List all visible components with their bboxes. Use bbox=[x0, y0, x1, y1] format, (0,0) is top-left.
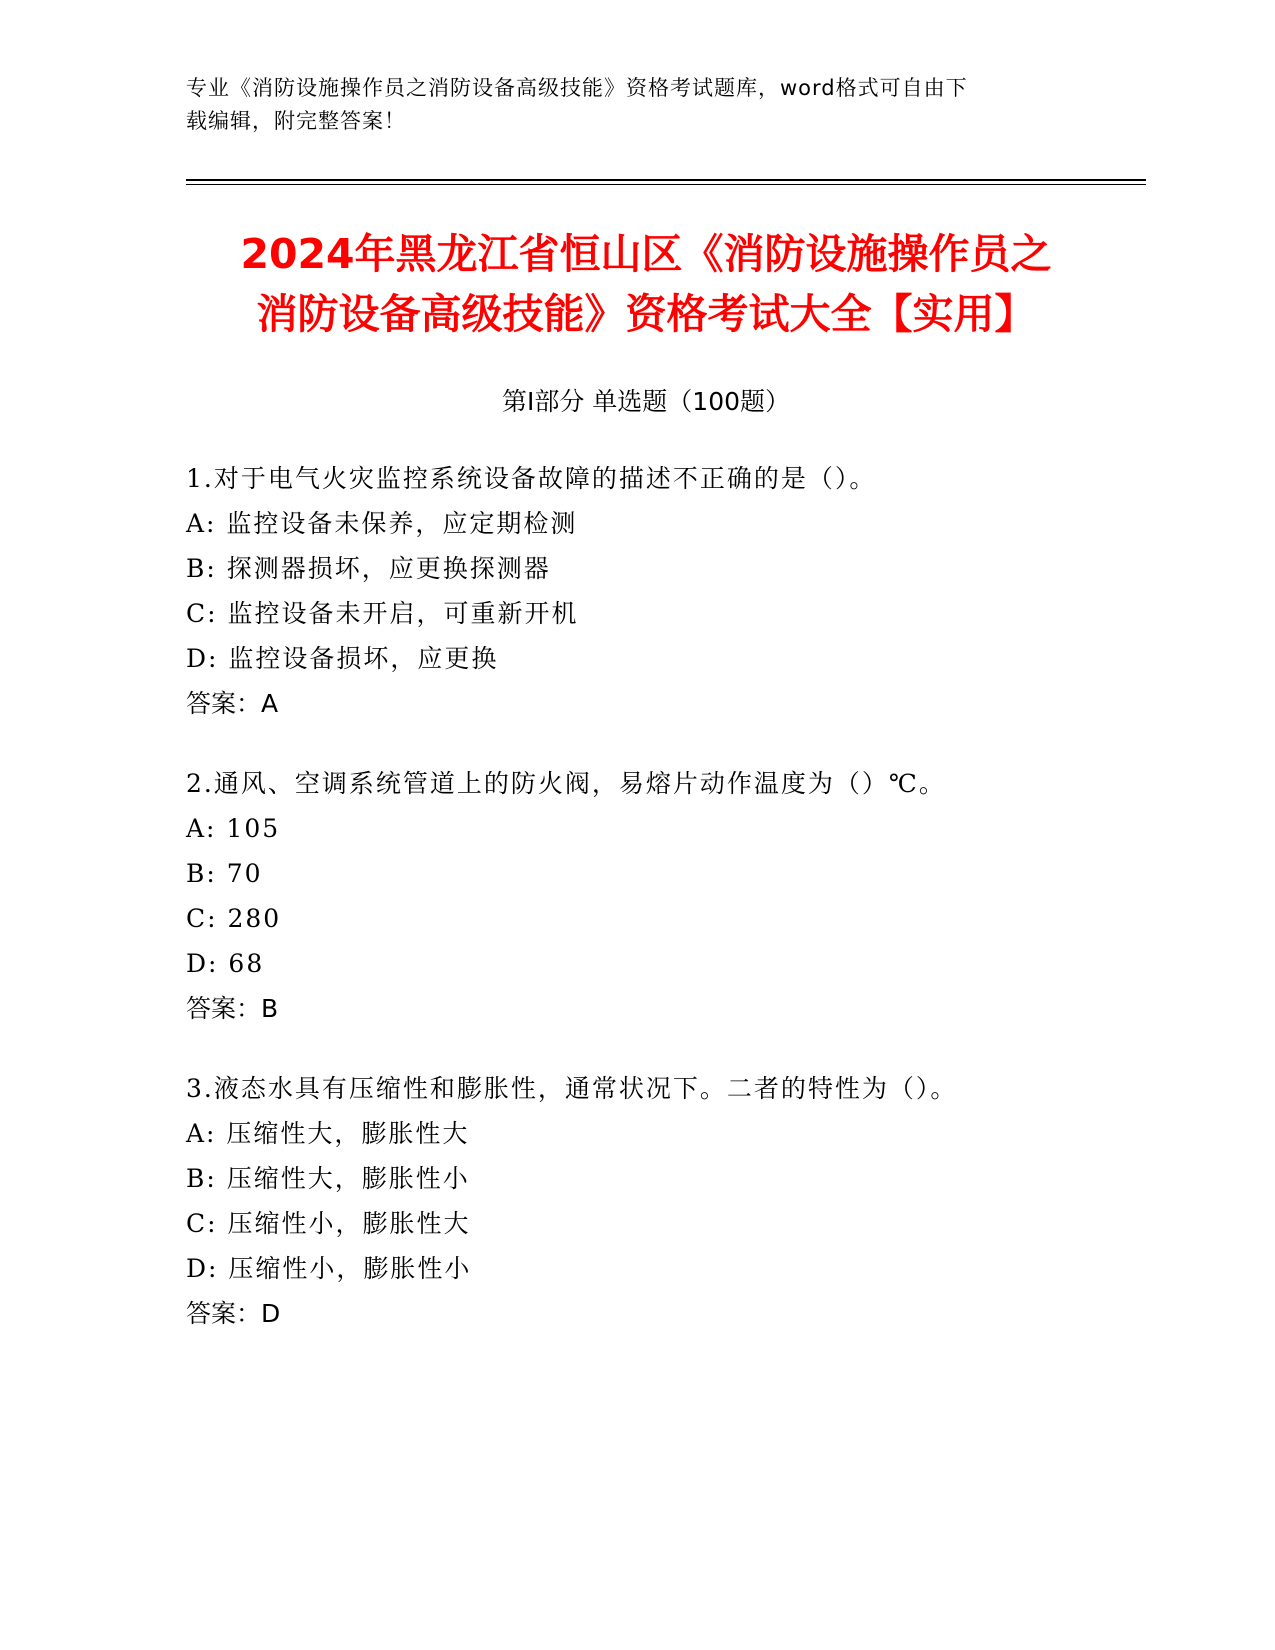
option-a: A: 监控设备未保养，应定期检测 bbox=[186, 509, 578, 538]
option-c: C: 280 bbox=[186, 904, 282, 933]
answer: 答案：D bbox=[186, 1299, 281, 1328]
option-b: B: 探测器损坏，应更换探测器 bbox=[186, 554, 551, 583]
option-a: A: 105 bbox=[186, 814, 281, 843]
answer: 答案：A bbox=[186, 689, 279, 718]
option-c: C: 压缩性小，膨胀性大 bbox=[186, 1209, 471, 1238]
question-stem: 2.通风、空调系统管道上的防火阀，易熔片动作温度为（）℃。 bbox=[186, 769, 946, 798]
header-divider-thick bbox=[186, 179, 1146, 181]
option-c: C: 监控设备未开启，可重新开机 bbox=[186, 599, 579, 628]
section-title: 第Ⅰ部分 单选题（100题） bbox=[501, 387, 791, 416]
question-stem: 1.对于电气火灾监控系统设备故障的描述不正确的是（）。 bbox=[186, 464, 877, 493]
option-b: B: 70 bbox=[186, 859, 263, 888]
header-note-line-2: 载编辑，附完整答案！ bbox=[186, 109, 406, 133]
document-title bbox=[186, 224, 1106, 344]
option-d: D: 监控设备损坏，应更换 bbox=[186, 644, 499, 673]
document-title-line-1: 2024年黑龙江省恒山区《消防设施操作员之 bbox=[240, 230, 1052, 278]
answer: 答案：B bbox=[186, 994, 279, 1023]
question-stem: 3.液态水具有压缩性和膨胀性，通常状况下。二者的特性为（）。 bbox=[186, 1074, 958, 1103]
header-note-line-1: 专业《消防设施操作员之消防设备高级技能》资格考试题库，word格式可自由下 bbox=[186, 76, 968, 100]
document-title-line-2: 消防设备高级技能》资格考试大全【实用】 bbox=[256, 290, 1036, 338]
header-divider-thin bbox=[186, 184, 1146, 185]
question-1 bbox=[186, 456, 1086, 726]
option-d: D: 68 bbox=[186, 949, 265, 978]
question-2 bbox=[186, 761, 1086, 1031]
question-3 bbox=[186, 1066, 1086, 1336]
header-note bbox=[186, 72, 1066, 138]
option-d: D: 压缩性小，膨胀性小 bbox=[186, 1254, 472, 1283]
option-b: B: 压缩性大，膨胀性小 bbox=[186, 1164, 470, 1193]
option-a: A: 压缩性大，膨胀性大 bbox=[186, 1119, 470, 1148]
